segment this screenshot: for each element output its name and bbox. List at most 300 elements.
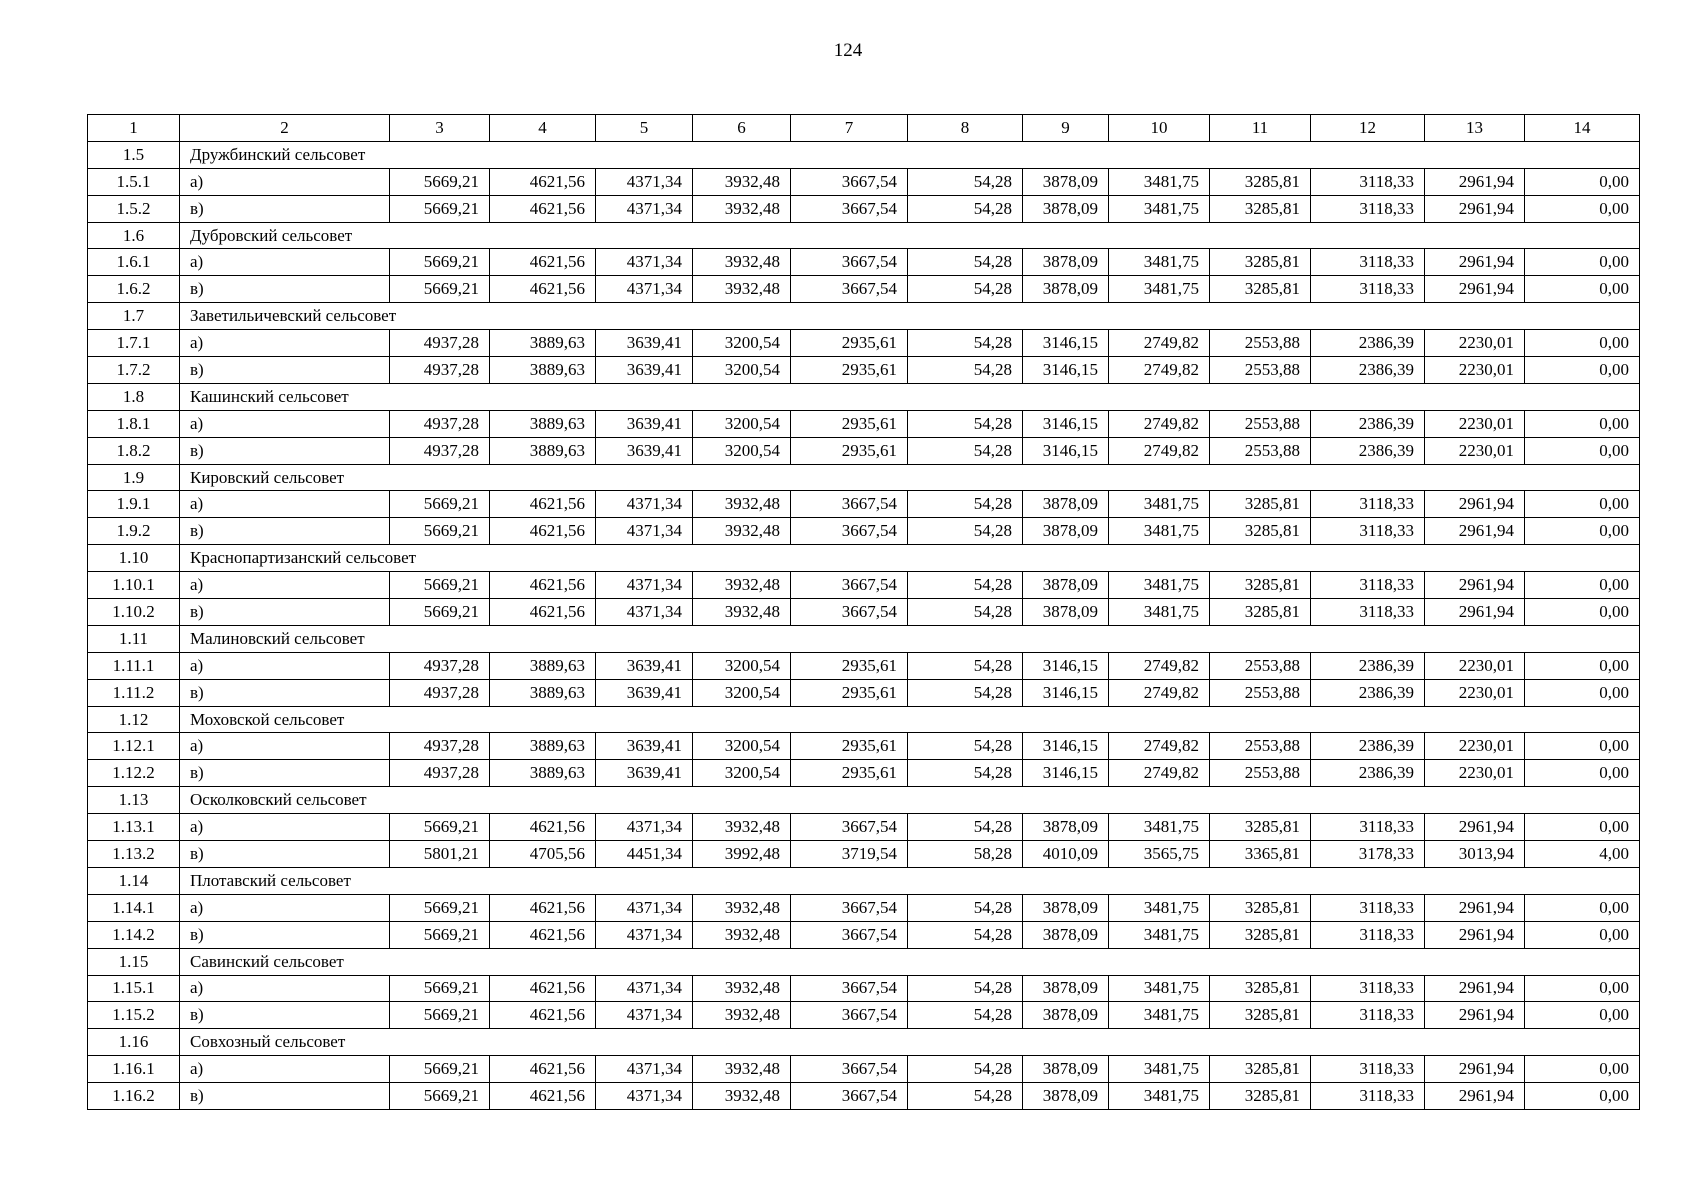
section-row <box>88 787 1640 814</box>
value-cell: 4937,28 <box>390 357 490 384</box>
table-row <box>88 249 1640 276</box>
section-name: Дружбинский сельсовет <box>180 141 1640 168</box>
value-cell: 54,28 <box>908 814 1023 841</box>
value-cell: 3932,48 <box>693 1083 791 1110</box>
value-cell: 0,00 <box>1525 276 1640 303</box>
value-cell: 4371,34 <box>596 599 693 626</box>
row-label: в) <box>180 841 390 868</box>
value-cell: 3118,33 <box>1311 1056 1425 1083</box>
value-cell: 3932,48 <box>693 276 791 303</box>
value-cell: 2961,94 <box>1425 572 1525 599</box>
table-row <box>88 599 1640 626</box>
value-cell: 3118,33 <box>1311 1083 1425 1110</box>
section-name: Кировский сельсовет <box>180 464 1640 491</box>
value-cell: 3481,75 <box>1109 814 1210 841</box>
value-cell: 54,28 <box>908 921 1023 948</box>
value-cell: 3667,54 <box>791 249 908 276</box>
value-cell: 4371,34 <box>596 168 693 195</box>
value-cell: 4371,34 <box>596 249 693 276</box>
value-cell: 3878,09 <box>1023 168 1109 195</box>
value-cell: 4937,28 <box>390 410 490 437</box>
value-cell: 0,00 <box>1525 894 1640 921</box>
section-name: Дубровский сельсовет <box>180 222 1640 249</box>
row-label: в) <box>180 195 390 222</box>
value-cell: 3889,63 <box>490 410 596 437</box>
value-cell: 5669,21 <box>390 814 490 841</box>
table-row <box>88 652 1640 679</box>
row-label: а) <box>180 410 390 437</box>
value-cell: 5669,21 <box>390 1083 490 1110</box>
value-cell: 3481,75 <box>1109 1056 1210 1083</box>
value-cell: 3889,63 <box>490 357 596 384</box>
value-cell: 2386,39 <box>1311 330 1425 357</box>
value-cell: 3932,48 <box>693 168 791 195</box>
section-number: 1.6 <box>88 222 180 249</box>
page-number: 124 <box>833 40 863 61</box>
value-cell: 3146,15 <box>1023 679 1109 706</box>
value-cell: 2961,94 <box>1425 1083 1525 1110</box>
value-cell: 3932,48 <box>693 249 791 276</box>
value-cell: 3481,75 <box>1109 599 1210 626</box>
section-name: Моховской сельсовет <box>180 706 1640 733</box>
value-cell: 58,28 <box>908 841 1023 868</box>
value-cell: 54,28 <box>908 1083 1023 1110</box>
value-cell: 54,28 <box>908 652 1023 679</box>
value-cell: 2961,94 <box>1425 168 1525 195</box>
value-cell: 54,28 <box>908 1056 1023 1083</box>
value-cell: 3481,75 <box>1109 518 1210 545</box>
value-cell: 3932,48 <box>693 599 791 626</box>
row-number: 1.14.1 <box>88 894 180 921</box>
value-cell: 2961,94 <box>1425 814 1525 841</box>
value-cell: 4371,34 <box>596 276 693 303</box>
row-label: а) <box>180 733 390 760</box>
value-cell: 5669,21 <box>390 572 490 599</box>
row-label: в) <box>180 437 390 464</box>
value-cell: 2749,82 <box>1109 437 1210 464</box>
row-label: а) <box>180 1056 390 1083</box>
value-cell: 5669,21 <box>390 921 490 948</box>
value-cell: 3118,33 <box>1311 572 1425 599</box>
value-cell: 3932,48 <box>693 921 791 948</box>
row-number: 1.13.2 <box>88 841 180 868</box>
row-number: 1.8.2 <box>88 437 180 464</box>
value-cell: 2230,01 <box>1425 330 1525 357</box>
value-cell: 4937,28 <box>390 733 490 760</box>
row-number: 1.9.2 <box>88 518 180 545</box>
value-cell: 4937,28 <box>390 330 490 357</box>
value-cell: 3285,81 <box>1210 195 1311 222</box>
value-cell: 54,28 <box>908 599 1023 626</box>
value-cell: 3481,75 <box>1109 572 1210 599</box>
value-cell: 3667,54 <box>791 276 908 303</box>
table-row <box>88 518 1640 545</box>
row-label: а) <box>180 330 390 357</box>
header-cell: 4 <box>490 115 596 142</box>
value-cell: 3878,09 <box>1023 814 1109 841</box>
value-cell: 5669,21 <box>390 975 490 1002</box>
value-cell: 3481,75 <box>1109 249 1210 276</box>
value-cell: 3118,33 <box>1311 518 1425 545</box>
section-row <box>88 545 1640 572</box>
section-number: 1.16 <box>88 1029 180 1056</box>
value-cell: 3146,15 <box>1023 357 1109 384</box>
value-cell: 3285,81 <box>1210 249 1311 276</box>
section-number: 1.13 <box>88 787 180 814</box>
value-cell: 3639,41 <box>596 679 693 706</box>
value-cell: 0,00 <box>1525 733 1640 760</box>
table-row <box>88 921 1640 948</box>
value-cell: 4621,56 <box>490 491 596 518</box>
value-cell: 3667,54 <box>791 168 908 195</box>
value-cell: 54,28 <box>908 975 1023 1002</box>
header-cell: 2 <box>180 115 390 142</box>
value-cell: 4621,56 <box>490 249 596 276</box>
row-number: 1.10.1 <box>88 572 180 599</box>
header-cell: 3 <box>390 115 490 142</box>
table-row <box>88 276 1640 303</box>
section-number: 1.12 <box>88 706 180 733</box>
value-cell: 3667,54 <box>791 1056 908 1083</box>
section-number: 1.11 <box>88 625 180 652</box>
value-cell: 2230,01 <box>1425 410 1525 437</box>
row-label: а) <box>180 168 390 195</box>
section-number: 1.8 <box>88 383 180 410</box>
value-cell: 2553,88 <box>1210 437 1311 464</box>
row-label: в) <box>180 518 390 545</box>
value-cell: 3118,33 <box>1311 921 1425 948</box>
value-cell: 5669,21 <box>390 276 490 303</box>
value-cell: 3667,54 <box>791 975 908 1002</box>
value-cell: 5669,21 <box>390 249 490 276</box>
value-cell: 4621,56 <box>490 168 596 195</box>
value-cell: 3481,75 <box>1109 276 1210 303</box>
value-cell: 3481,75 <box>1109 168 1210 195</box>
value-cell: 0,00 <box>1525 168 1640 195</box>
value-cell: 4371,34 <box>596 572 693 599</box>
value-cell: 54,28 <box>908 733 1023 760</box>
section-row <box>88 464 1640 491</box>
value-cell: 0,00 <box>1525 760 1640 787</box>
value-cell: 3200,54 <box>693 733 791 760</box>
value-cell: 4371,34 <box>596 975 693 1002</box>
value-cell: 2386,39 <box>1311 437 1425 464</box>
header-cell: 11 <box>1210 115 1311 142</box>
value-cell: 4010,09 <box>1023 841 1109 868</box>
value-cell: 3013,94 <box>1425 841 1525 868</box>
value-cell: 0,00 <box>1525 518 1640 545</box>
value-cell: 3667,54 <box>791 599 908 626</box>
value-cell: 2935,61 <box>791 330 908 357</box>
value-cell: 3118,33 <box>1311 599 1425 626</box>
value-cell: 2935,61 <box>791 652 908 679</box>
value-cell: 54,28 <box>908 249 1023 276</box>
row-label: а) <box>180 652 390 679</box>
value-cell: 3146,15 <box>1023 760 1109 787</box>
value-cell: 2749,82 <box>1109 330 1210 357</box>
value-cell: 2749,82 <box>1109 410 1210 437</box>
table-row <box>88 357 1640 384</box>
value-cell: 0,00 <box>1525 679 1640 706</box>
value-cell: 0,00 <box>1525 491 1640 518</box>
value-cell: 3285,81 <box>1210 599 1311 626</box>
value-cell: 0,00 <box>1525 330 1640 357</box>
row-number: 1.6.1 <box>88 249 180 276</box>
value-cell: 3481,75 <box>1109 491 1210 518</box>
value-cell: 2749,82 <box>1109 733 1210 760</box>
value-cell: 3667,54 <box>791 572 908 599</box>
table-row <box>88 1083 1640 1110</box>
row-number: 1.8.1 <box>88 410 180 437</box>
section-name: Заветильичевский сельсовет <box>180 303 1640 330</box>
value-cell: 3200,54 <box>693 357 791 384</box>
value-cell: 54,28 <box>908 437 1023 464</box>
value-cell: 4621,56 <box>490 1056 596 1083</box>
value-cell: 3118,33 <box>1311 195 1425 222</box>
value-cell: 2961,94 <box>1425 1002 1525 1029</box>
value-cell: 2935,61 <box>791 357 908 384</box>
section-number: 1.15 <box>88 948 180 975</box>
row-number: 1.7.2 <box>88 357 180 384</box>
value-cell: 3719,54 <box>791 841 908 868</box>
row-number: 1.11.1 <box>88 652 180 679</box>
row-label: а) <box>180 894 390 921</box>
table-row <box>88 814 1640 841</box>
value-cell: 3878,09 <box>1023 894 1109 921</box>
value-cell: 3932,48 <box>693 518 791 545</box>
value-cell: 2749,82 <box>1109 652 1210 679</box>
value-cell: 4621,56 <box>490 1083 596 1110</box>
row-number: 1.5.2 <box>88 195 180 222</box>
value-cell: 3118,33 <box>1311 1002 1425 1029</box>
value-cell: 3878,09 <box>1023 1002 1109 1029</box>
row-label: в) <box>180 599 390 626</box>
value-cell: 3200,54 <box>693 437 791 464</box>
value-cell: 3285,81 <box>1210 1002 1311 1029</box>
row-label: в) <box>180 1002 390 1029</box>
section-name: Кашинский сельсовет <box>180 383 1640 410</box>
section-name: Плотавский сельсовет <box>180 867 1640 894</box>
value-cell: 2935,61 <box>791 437 908 464</box>
value-cell: 2386,39 <box>1311 652 1425 679</box>
header-cell: 8 <box>908 115 1023 142</box>
row-number: 1.16.1 <box>88 1056 180 1083</box>
value-cell: 3667,54 <box>791 1083 908 1110</box>
header-cell: 12 <box>1311 115 1425 142</box>
value-cell: 2961,94 <box>1425 894 1525 921</box>
row-number: 1.14.2 <box>88 921 180 948</box>
section-row <box>88 383 1640 410</box>
value-cell: 3932,48 <box>693 975 791 1002</box>
value-cell: 3889,63 <box>490 760 596 787</box>
value-cell: 3878,09 <box>1023 276 1109 303</box>
value-cell: 54,28 <box>908 168 1023 195</box>
value-cell: 54,28 <box>908 491 1023 518</box>
value-cell: 5669,21 <box>390 195 490 222</box>
value-cell: 2961,94 <box>1425 491 1525 518</box>
value-cell: 3200,54 <box>693 679 791 706</box>
value-cell: 3878,09 <box>1023 572 1109 599</box>
value-cell: 2961,94 <box>1425 195 1525 222</box>
value-cell: 3889,63 <box>490 679 596 706</box>
table-row <box>88 1056 1640 1083</box>
value-cell: 5669,21 <box>390 599 490 626</box>
value-cell: 2553,88 <box>1210 679 1311 706</box>
value-cell: 5669,21 <box>390 518 490 545</box>
value-cell: 2749,82 <box>1109 357 1210 384</box>
row-number: 1.12.1 <box>88 733 180 760</box>
value-cell: 4937,28 <box>390 679 490 706</box>
value-cell: 3878,09 <box>1023 518 1109 545</box>
value-cell: 3118,33 <box>1311 814 1425 841</box>
value-cell: 3889,63 <box>490 652 596 679</box>
value-cell: 2749,82 <box>1109 679 1210 706</box>
section-number: 1.9 <box>88 464 180 491</box>
table-row <box>88 760 1640 787</box>
value-cell: 0,00 <box>1525 652 1640 679</box>
value-cell: 0,00 <box>1525 599 1640 626</box>
value-cell: 2553,88 <box>1210 330 1311 357</box>
value-cell: 3146,15 <box>1023 330 1109 357</box>
row-number: 1.5.1 <box>88 168 180 195</box>
table-body <box>88 115 1640 1110</box>
section-row <box>88 948 1640 975</box>
value-cell: 2553,88 <box>1210 652 1311 679</box>
row-number: 1.11.2 <box>88 679 180 706</box>
value-cell: 54,28 <box>908 410 1023 437</box>
value-cell: 3118,33 <box>1311 894 1425 921</box>
value-cell: 2961,94 <box>1425 975 1525 1002</box>
value-cell: 3285,81 <box>1210 276 1311 303</box>
value-cell: 3889,63 <box>490 330 596 357</box>
value-cell: 2230,01 <box>1425 437 1525 464</box>
value-cell: 2230,01 <box>1425 733 1525 760</box>
value-cell: 4621,56 <box>490 572 596 599</box>
value-cell: 5669,21 <box>390 1056 490 1083</box>
value-cell: 2961,94 <box>1425 276 1525 303</box>
section-number: 1.14 <box>88 867 180 894</box>
value-cell: 4621,56 <box>490 599 596 626</box>
section-number: 1.10 <box>88 545 180 572</box>
row-label: в) <box>180 760 390 787</box>
value-cell: 2230,01 <box>1425 760 1525 787</box>
row-label: в) <box>180 276 390 303</box>
value-cell: 2553,88 <box>1210 357 1311 384</box>
value-cell: 5669,21 <box>390 491 490 518</box>
value-cell: 3992,48 <box>693 841 791 868</box>
value-cell: 2386,39 <box>1311 679 1425 706</box>
value-cell: 3932,48 <box>693 814 791 841</box>
value-cell: 0,00 <box>1525 410 1640 437</box>
value-cell: 3639,41 <box>596 652 693 679</box>
value-cell: 4621,56 <box>490 1002 596 1029</box>
value-cell: 3146,15 <box>1023 733 1109 760</box>
table-row <box>88 894 1640 921</box>
value-cell: 3481,75 <box>1109 1002 1210 1029</box>
section-row <box>88 1029 1640 1056</box>
value-cell: 3118,33 <box>1311 975 1425 1002</box>
header-cell: 1 <box>88 115 180 142</box>
value-cell: 3878,09 <box>1023 921 1109 948</box>
value-cell: 3667,54 <box>791 1002 908 1029</box>
row-number: 1.10.2 <box>88 599 180 626</box>
value-cell: 4621,56 <box>490 276 596 303</box>
value-cell: 4705,56 <box>490 841 596 868</box>
header-cell: 7 <box>791 115 908 142</box>
value-cell: 4,00 <box>1525 841 1640 868</box>
section-row <box>88 867 1640 894</box>
value-cell: 54,28 <box>908 894 1023 921</box>
value-cell: 3118,33 <box>1311 491 1425 518</box>
table-row <box>88 437 1640 464</box>
value-cell: 3878,09 <box>1023 195 1109 222</box>
value-cell: 4621,56 <box>490 921 596 948</box>
row-label: а) <box>180 814 390 841</box>
value-cell: 5669,21 <box>390 894 490 921</box>
row-number: 1.7.1 <box>88 330 180 357</box>
value-cell: 2961,94 <box>1425 518 1525 545</box>
value-cell: 2935,61 <box>791 679 908 706</box>
table-row <box>88 679 1640 706</box>
value-cell: 3667,54 <box>791 921 908 948</box>
value-cell: 3118,33 <box>1311 249 1425 276</box>
value-cell: 3667,54 <box>791 518 908 545</box>
value-cell: 2961,94 <box>1425 1056 1525 1083</box>
value-cell: 4621,56 <box>490 195 596 222</box>
value-cell: 3667,54 <box>791 814 908 841</box>
row-label: в) <box>180 357 390 384</box>
value-cell: 3878,09 <box>1023 491 1109 518</box>
value-cell: 3481,75 <box>1109 894 1210 921</box>
value-cell: 2961,94 <box>1425 249 1525 276</box>
value-cell: 3285,81 <box>1210 814 1311 841</box>
value-cell: 3285,81 <box>1210 894 1311 921</box>
value-cell: 4371,34 <box>596 195 693 222</box>
value-cell: 0,00 <box>1525 814 1640 841</box>
value-cell: 0,00 <box>1525 921 1640 948</box>
value-cell: 4371,34 <box>596 921 693 948</box>
value-cell: 0,00 <box>1525 437 1640 464</box>
row-number: 1.15.1 <box>88 975 180 1002</box>
value-cell: 3667,54 <box>791 894 908 921</box>
row-label: в) <box>180 679 390 706</box>
value-cell: 2961,94 <box>1425 599 1525 626</box>
table-row <box>88 841 1640 868</box>
section-row <box>88 141 1640 168</box>
value-cell: 5801,21 <box>390 841 490 868</box>
value-cell: 3285,81 <box>1210 491 1311 518</box>
row-label: а) <box>180 491 390 518</box>
value-cell: 3200,54 <box>693 760 791 787</box>
value-cell: 3667,54 <box>791 195 908 222</box>
value-cell: 4937,28 <box>390 652 490 679</box>
section-row <box>88 222 1640 249</box>
value-cell: 3481,75 <box>1109 1083 1210 1110</box>
value-cell: 4371,34 <box>596 491 693 518</box>
value-cell: 2553,88 <box>1210 733 1311 760</box>
value-cell: 3285,81 <box>1210 572 1311 599</box>
value-cell: 3118,33 <box>1311 276 1425 303</box>
value-cell: 0,00 <box>1525 357 1640 384</box>
value-cell: 3667,54 <box>791 491 908 518</box>
value-cell: 54,28 <box>908 572 1023 599</box>
table-row <box>88 410 1640 437</box>
value-cell: 3889,63 <box>490 733 596 760</box>
value-cell: 2935,61 <box>791 410 908 437</box>
value-cell: 2386,39 <box>1311 733 1425 760</box>
value-cell: 3932,48 <box>693 894 791 921</box>
value-cell: 2961,94 <box>1425 921 1525 948</box>
